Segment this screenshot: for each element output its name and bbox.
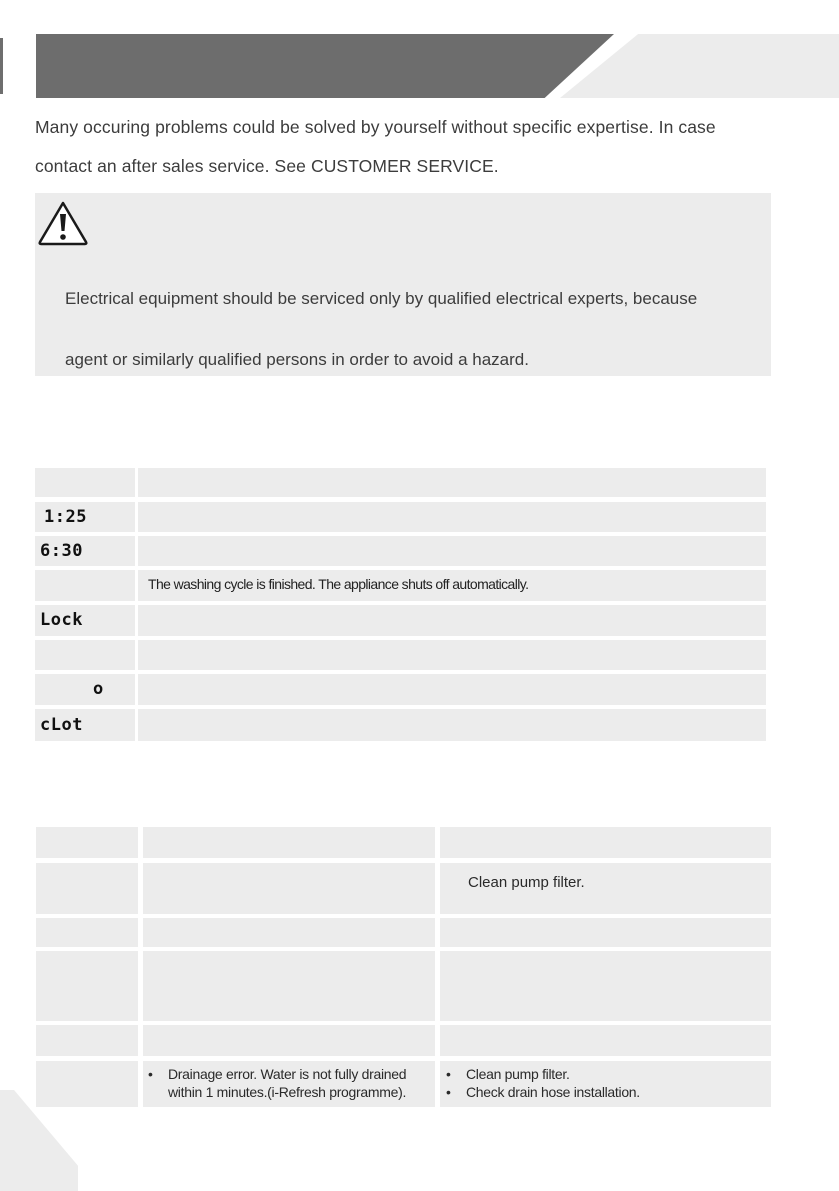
warning-line-2: agent or similarly qualified persons in order to avoid a hazard.: [65, 350, 529, 369]
drainage-cause-line-1: Drainage error. Water is not fully drained: [168, 1066, 407, 1082]
table-row: [138, 709, 766, 741]
table-row: [36, 863, 138, 914]
table-row: [36, 951, 138, 1021]
bullet: •: [148, 1066, 153, 1082]
section-header-banner: [36, 34, 614, 98]
display-code-remaining-time: 1:25: [44, 507, 87, 527]
display-desc-cycle-finished: The washing cycle is finished. The appliance shuts off automatically.: [148, 576, 529, 592]
table-row: [143, 1025, 435, 1056]
bullet: •: [446, 1066, 451, 1082]
table-row: [36, 918, 138, 947]
table-row: [35, 570, 135, 601]
table-row: [138, 605, 766, 636]
table-row: [35, 674, 135, 705]
error-header-solution-cell: [440, 827, 771, 858]
error-solution-drainage: [446, 1065, 640, 1101]
error-header-code-cell: [36, 827, 138, 858]
error-solution-clean-pump-filter: Clean pump filter.: [468, 874, 585, 891]
page-edge-marker: [0, 38, 3, 94]
drainage-solution-2: Check drain hose installation.: [466, 1084, 640, 1100]
bullet: •: [446, 1084, 451, 1100]
table-row: [138, 674, 766, 705]
table-row: [143, 918, 435, 947]
display-code-lock: Lock: [40, 610, 83, 630]
table-row: [35, 640, 135, 670]
intro-line-2: contact an after sales service. See CUSTOMER SERVICE.: [35, 156, 499, 176]
display-header-code-cell: [35, 468, 135, 497]
display-code-o: o: [93, 679, 104, 699]
warning-box: [35, 193, 771, 376]
table-row: [138, 502, 766, 532]
table-row: [440, 951, 771, 1021]
drainage-cause-line-2: within 1 minutes.(i-Refresh programme).: [168, 1084, 407, 1100]
error-header-cause-cell: [143, 827, 435, 858]
table-row: [36, 1025, 138, 1056]
error-cause-drainage: [148, 1065, 406, 1101]
table-row: [138, 536, 766, 566]
warning-triangle-icon: [37, 200, 89, 246]
table-row: [138, 640, 766, 670]
display-code-delay-time: 6:30: [40, 541, 83, 561]
display-code-clot: cLot: [40, 715, 83, 735]
table-row: [36, 1061, 138, 1107]
display-header-desc-cell: [138, 468, 766, 497]
table-row: [440, 1025, 771, 1056]
drainage-solution-1: Clean pump filter.: [466, 1066, 570, 1082]
table-row: [143, 951, 435, 1021]
warning-line-1: Electrical equipment should be serviced only by qualified electrical experts, because: [65, 289, 698, 308]
table-row: [143, 863, 435, 914]
intro-line-1: Many occuring problems could be solved by yourself without specific expertise. In case: [35, 117, 716, 137]
table-row: [440, 918, 771, 947]
